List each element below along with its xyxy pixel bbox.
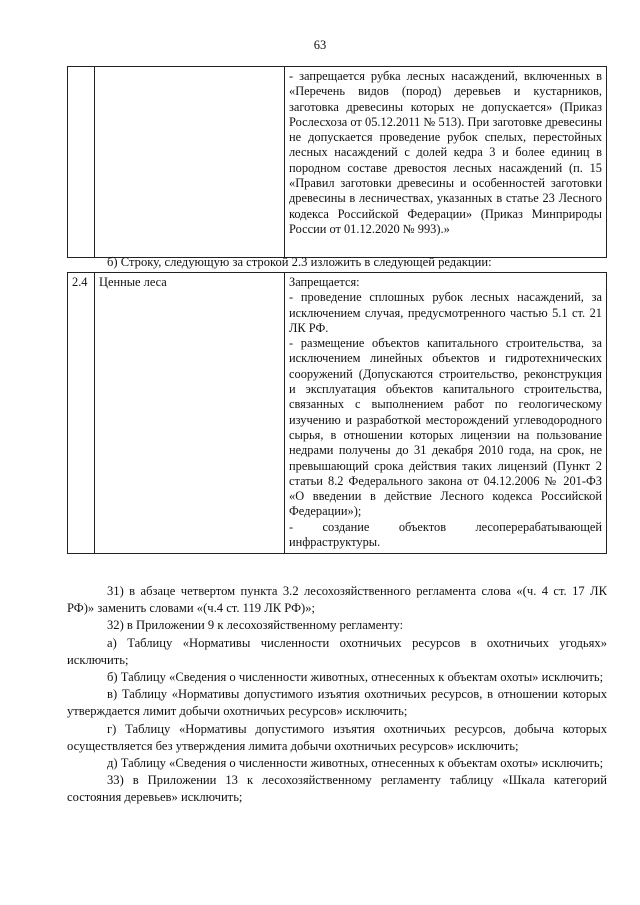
table-row [68,273,607,554]
list-item: 31) в абзаце четвертом пункта 3.2 лесохозяйственного регламента слова «(ч. 4 ст. 17 ЛК РФ)» заменить словами «(ч.4 ст. 119 ЛК РФ)»; [67,584,607,616]
row-number-cell: 2.4 [68,273,95,554]
continued-table [67,66,607,258]
list-item: г) Таблицу «Нормативы допустимого изъятия охотничьих ресурсов, добыча которых осуществляется без утверждения лимита добычи охотничьих ресурсов» исключить; [67,721,607,753]
list-item: 33) в Приложении 13 к лесохозяйственному регламенту таблицу «Шкала категорий состояния деревьев» исключить; [67,773,607,805]
table-row [68,67,607,258]
restriction-line: - размещение объектов капитального строительства, за исключением линейных объектов и гидротехнических сооружений (Допускаются строительство, реконструкция и эксплуатация объектов капитального строительства, связанных с выполнением работ по геологическому изучению и разработкой месторождений углеводородного сырья, в отношении которых лицензии на пользование недрами получены до 31 декабря 2010 года, на срок, не превышающий срока действия таких лицензий (Пункт 2 статьи 8.2 Федерального закона от 04.12.2006 № 201-ФЗ «О введении в действие Лесного кодекса Российской Федерации»); [289,336,602,519]
row-name-cell: Ценные леса [95,273,285,554]
list-item: д) Таблицу «Сведения о численности животных, отнесенных к объектам охоты» исключить; [107,756,604,771]
row-number-cell [68,67,95,258]
restrictions-cell: - запрещается рубка лесных насаждений, включенных в «Перечень видов (пород) деревьев и кустарников, заготовка древесины которых не допускается» (Приказ Рослесхоза от 05.12.2011 № 513). При заготовке древесины не допускается проведение рубок спелых, перестойных лесных насаждений с долей кедра 3 и более единиц в породном составе древостоя лесных насаждений (п. 15 «Правил заготовки древесины и особенностей заготовки древесины в лесничествах, указанных в статье 23 Лесного кодекса Российской Федерации» (Приказ Минприроды России от 01.12.2020 № 993).» [285,67,607,258]
list-item: а) Таблицу «Нормативы численности охотничьих ресурсов в охотничьих угодьях» исключить; [67,635,607,667]
list-item: б) Таблицу «Сведения о численности животных, отнесенных к объектам охоты» исключить; [107,670,604,685]
restriction-line: - создание объектов лесоперерабатывающей инфраструктуры. [289,519,602,550]
list-item: 32) в Приложении 9 к лесохозяйственному регламенту: [107,618,404,633]
amendments-list [67,583,607,807]
page-number: 63 [313,38,327,52]
valuable-forests-table [67,272,607,554]
row-name-cell [95,67,285,258]
restriction-line: - проведение сплошных рубок лесных насаждений, за исключением случая, предусмотренного частью 5.1 ст. 21 ЛК РФ. [289,290,602,335]
heading-text: б) Строку, следующую за строкой 2.3 изложить в следующей редакции: [107,255,492,269]
section-heading-b [67,254,607,271]
restriction-line: Запрещается: [289,275,360,289]
list-item: в) Таблицу «Нормативы допустимого изъятия охотничьих ресурсов, в отношении которых утверждается лимит добычи охотничьих ресурсов» исключить; [67,687,607,719]
restrictions-cell [285,273,607,554]
